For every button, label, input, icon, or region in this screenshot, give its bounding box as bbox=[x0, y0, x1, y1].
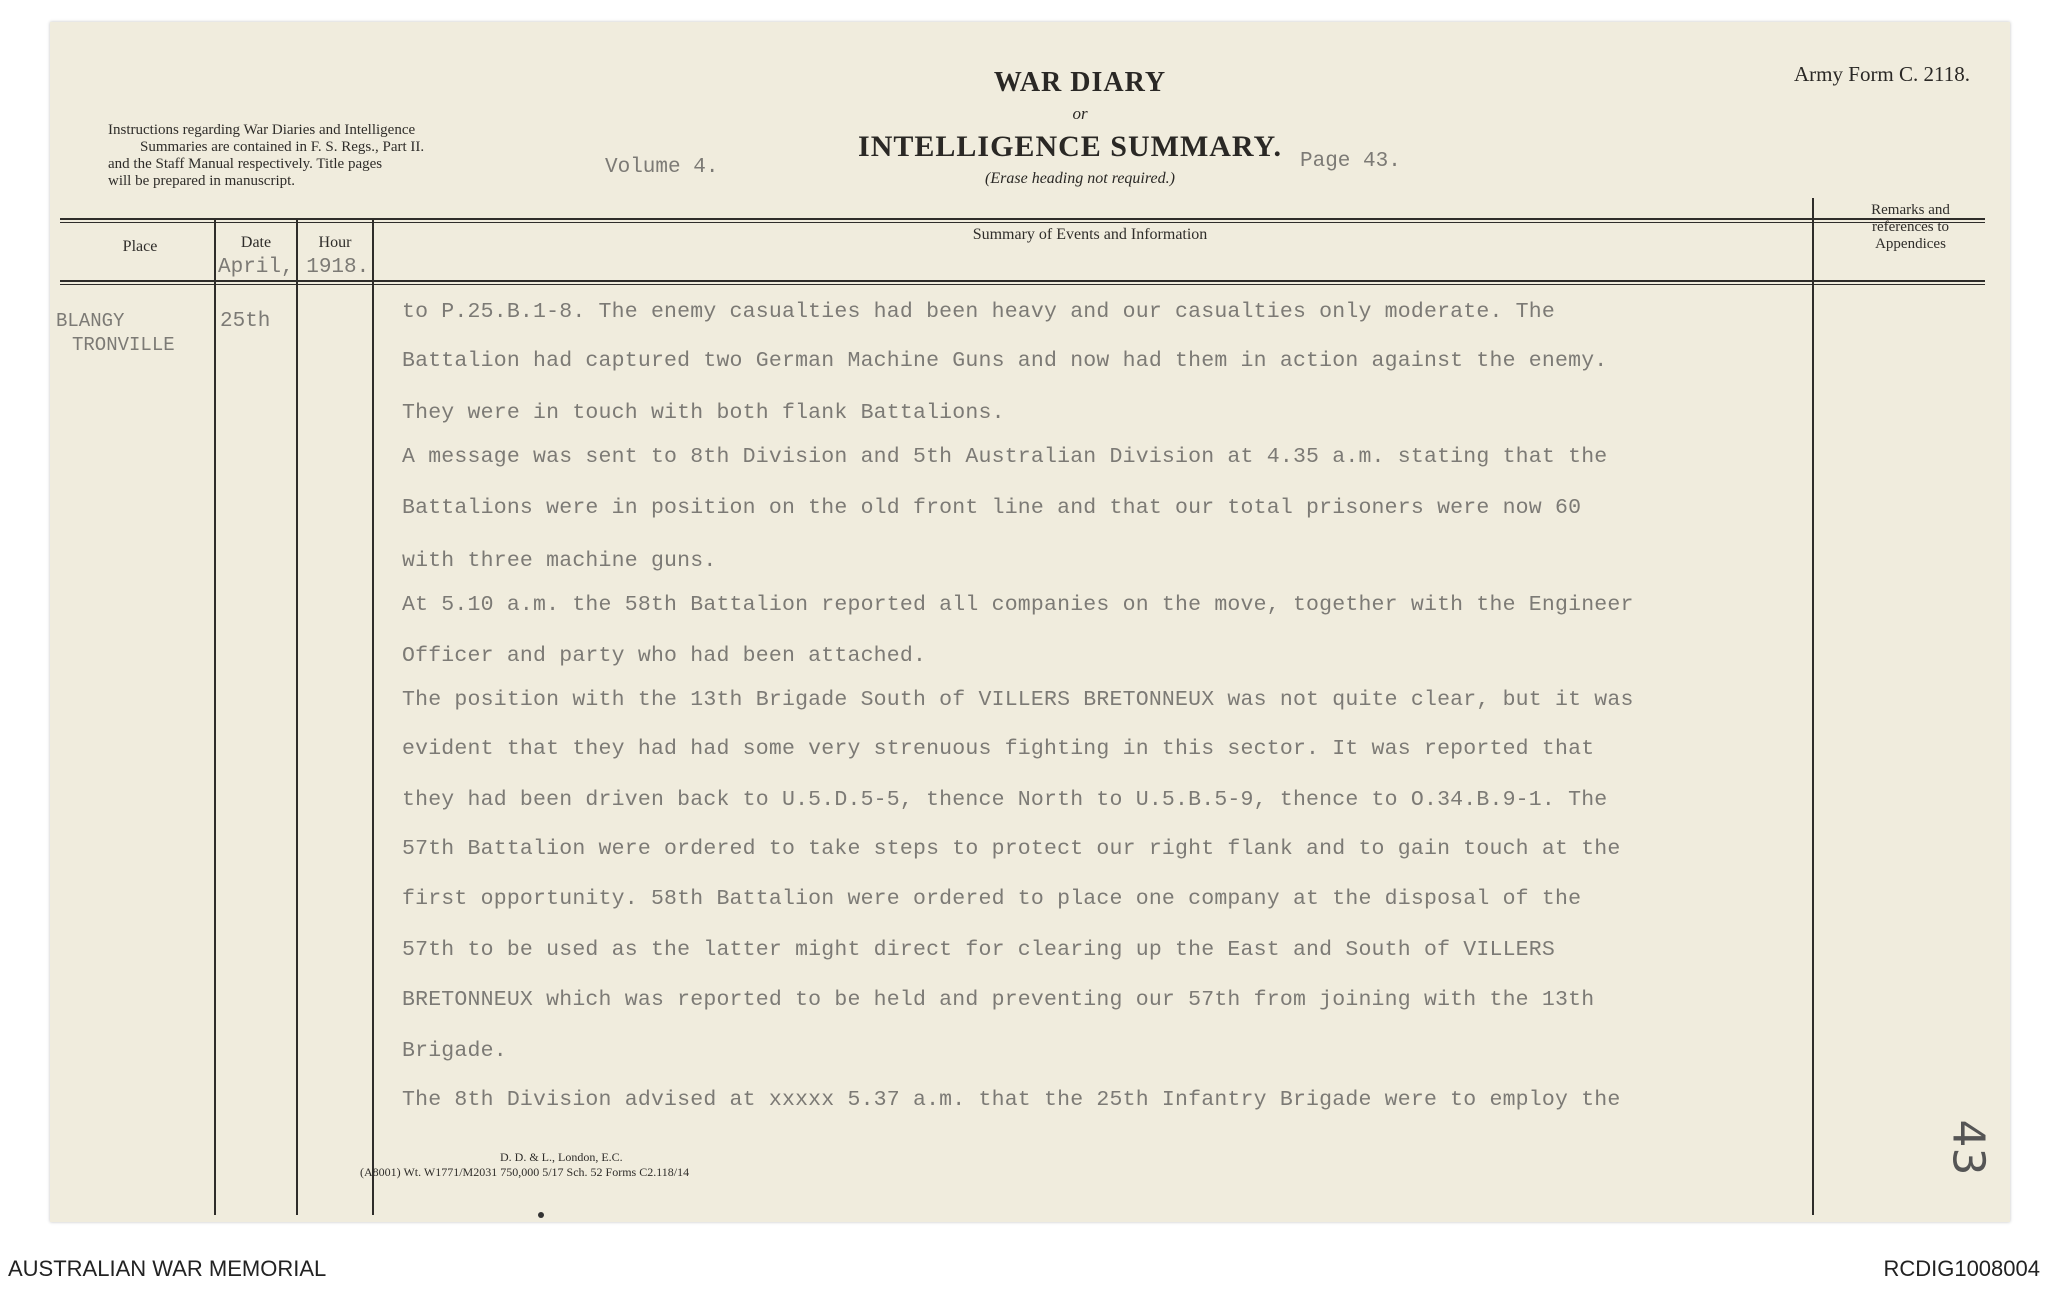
header-bottom-rule bbox=[60, 280, 1985, 282]
printer-imprint-line: (A8001) Wt. W1771/M2031 750,000 5/17 Sch. 52 Forms C2.118/14 bbox=[360, 1165, 690, 1179]
title-or: or bbox=[1072, 104, 1088, 123]
summary-line: first opportunity. 58th Battalion were ordered to place one company at the disposal of the bbox=[402, 887, 1582, 911]
instructions-line: Instructions regarding War Diaries and Intelligence bbox=[108, 122, 416, 138]
army-form-number: Army Form C. 2118. bbox=[1794, 62, 1970, 86]
entry-month-year: April, 1918. bbox=[218, 256, 370, 279]
page-number: Page 43. bbox=[1300, 150, 1401, 173]
column-header-summary: Summary of Events and Information bbox=[972, 226, 1208, 243]
summary-line: Officer and party who had been attached. bbox=[402, 644, 927, 668]
remarks-header-line: references to bbox=[1871, 219, 1950, 235]
summary-line: Battalions were in position on the old front line and that our total prisoners were now 60 bbox=[402, 496, 1582, 520]
summary-line: to P.25.B.1-8. The enemy casualties had been heavy and our casualties only moderate. The bbox=[402, 300, 1555, 324]
summary-line: BRETONNEUX which was reported to be held and preventing our 57th from joining with the 13th bbox=[402, 988, 1595, 1012]
archive-id: RCDIG1008004 bbox=[1883, 1256, 2040, 1281]
header-bottom-rule-thin bbox=[60, 284, 1985, 285]
summary-line: with three machine guns. bbox=[402, 549, 717, 573]
instructions-line: Summaries are contained in F. S. Regs., Part II. bbox=[140, 139, 425, 155]
war-diary-sheet bbox=[50, 22, 2010, 1222]
title-war-diary: WAR DIARY bbox=[993, 67, 1167, 98]
table-top-rule bbox=[60, 218, 1985, 220]
remarks-header-line: Appendices bbox=[1875, 236, 1946, 252]
title-intelligence-summary: INTELLIGENCE SUMMARY. bbox=[858, 130, 1282, 163]
summary-line: Brigade. bbox=[402, 1039, 507, 1063]
entry-place-line: BLANGY bbox=[56, 310, 125, 332]
column-header-remarks bbox=[1818, 202, 2003, 253]
summary-line: The position with the 13th Brigade South of VILLERS BRETONNEUX was not quite clear, but it was bbox=[402, 688, 1634, 712]
column-divider-date bbox=[296, 220, 298, 1215]
archive-label: AUSTRALIAN WAR MEMORIAL bbox=[8, 1256, 327, 1281]
printer-imprint bbox=[360, 1150, 960, 1180]
summary-line: A message was sent to 8th Division and 5th Australian Division at 4.35 a.m. stating that the bbox=[402, 445, 1608, 469]
summary-line: Battalion had captured two German Machine Guns and now had them in action against the enemy. bbox=[402, 349, 1608, 373]
volume-number: Volume 4. bbox=[605, 156, 719, 179]
summary-line: 57th Battalion were ordered to take steps to protect our right flank and to gain touch at the bbox=[402, 837, 1621, 861]
erase-heading-note: (Erase heading not required.) bbox=[985, 170, 1175, 187]
entry-place-line: TRONVILLE bbox=[72, 334, 175, 356]
summary-line: evident that they had had some very strenuous fighting in this sector. It was reported that bbox=[402, 737, 1595, 761]
column-divider-hour bbox=[372, 220, 374, 1215]
entry-date: 25th bbox=[220, 310, 271, 333]
table-top-rule-thin bbox=[60, 222, 1985, 223]
instructions-note bbox=[108, 122, 618, 190]
summary-line: At 5.10 a.m. the 58th Battalion reported all companies on the move, together with the Engineer bbox=[402, 593, 1634, 617]
summary-line: they had been driven back to U.5.D.5-5, thence North to U.5.B.5-9, thence to O.34.B.9-1. The bbox=[402, 788, 1608, 812]
remarks-header-line: Remarks and bbox=[1871, 202, 1950, 218]
ink-dot bbox=[538, 1212, 544, 1218]
column-header-date: Date bbox=[240, 234, 272, 251]
summary-line: 57th to be used as the latter might direct for clearing up the East and South of VILLERS bbox=[402, 938, 1555, 962]
column-header-hour: Hour bbox=[318, 234, 352, 251]
column-header-place: Place bbox=[122, 238, 158, 255]
column-divider-place bbox=[214, 220, 216, 1215]
summary-line: They were in touch with both flank Battalions. bbox=[402, 401, 1005, 425]
column-divider-summary bbox=[1812, 198, 1814, 1215]
printer-imprint-line: D. D. & L., London, E.C. bbox=[500, 1150, 623, 1164]
handwritten-page-number: 43 bbox=[1942, 1119, 1994, 1176]
instructions-line: will be prepared in manuscript. bbox=[108, 173, 296, 189]
summary-line: The 8th Division advised at xxxxx 5.37 a.m. that the 25th Infantry Brigade were to employ the bbox=[402, 1088, 1621, 1112]
instructions-line: and the Staff Manual respectively. Title pages bbox=[108, 156, 383, 172]
